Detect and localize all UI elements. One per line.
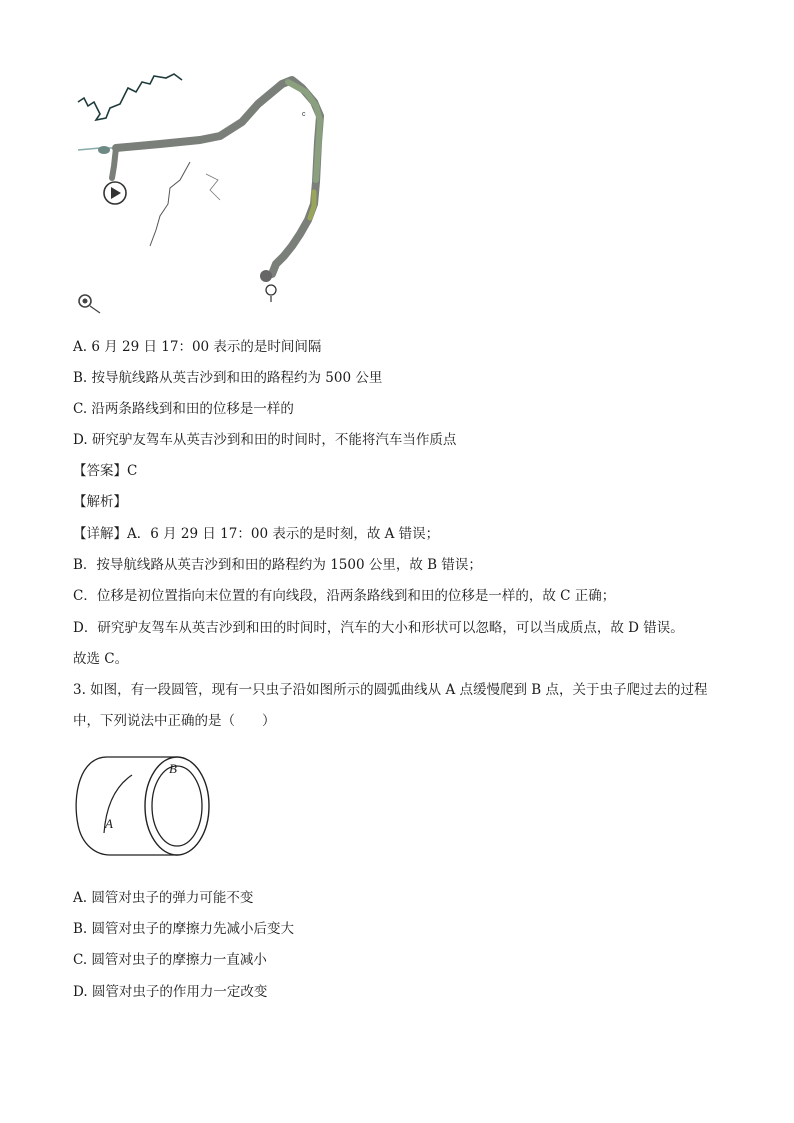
q3-stem-line-1: 3. 如图，有一段圆管，现有一只虫子沿如图所示的圆弧曲线从 A 点缓慢爬到 B 点，关于虫子爬过去的过程 — [73, 682, 708, 698]
explanation-line-2: B．按导航线路从英吉沙到和田的路程约为 1500 公里，故 B 错误； — [73, 557, 482, 573]
analysis-heading: 【解析】 — [73, 494, 127, 510]
explanation-line-5: 故选 C。 — [73, 651, 129, 667]
q3-stem-line-2: 中，下列说法中正确的是（ ） — [73, 713, 276, 729]
destination-blob — [260, 270, 272, 282]
map-label-c: c — [302, 111, 306, 118]
tube-figure — [70, 755, 215, 860]
explanation-line-4: D．研究驴友驾车从英吉沙到和田的时间时，汽车的大小和形状可以忽略，可以当成质点，故 D 错误。 — [73, 620, 684, 636]
q3-option-d: D. 圆管对虫子的作用力一定改变 — [73, 984, 268, 1000]
explanation-line-1: 【详解】A．6 月 29 日 17：00 表示的是时刻，故 A 错误； — [73, 526, 440, 542]
answer-line: 【答案】C — [73, 463, 138, 479]
q2-option-c: C. 沿两条路线到和田的位移是一样的 — [73, 401, 294, 417]
q2-option-a: A. 6 月 29 日 17：00 表示的是时间间隔 — [73, 339, 322, 355]
lake — [98, 146, 110, 154]
explanation-line-3: C．位移是初位置指向末位置的有向线段，沿两条路线到和田的位移是一样的，故 C 正确； — [73, 588, 616, 604]
start-branch — [112, 148, 116, 178]
q3-option-c: C. 圆管对虫子的摩擦力一直减小 — [73, 952, 267, 968]
q2-option-d: D. 研究驴友驾车从英吉沙到和田的时间时，不能将汽车当作质点 — [73, 432, 457, 448]
q3-option-b: B. 圆管对虫子的摩擦力先减小后变大 — [73, 921, 295, 937]
end-marker — [266, 285, 276, 295]
point-label-a: A — [105, 816, 113, 831]
tube-inner-rim — [152, 766, 202, 846]
river — [150, 162, 190, 246]
route-path — [116, 80, 320, 274]
route-map-figure — [70, 70, 340, 320]
q2-option-b: B. 按导航线路从英吉沙到和田的路程约为 500 公里 — [73, 370, 383, 386]
river-2 — [206, 174, 220, 200]
q3-option-a: A. 圆管对虫子的弹力可能不变 — [73, 890, 254, 906]
point-label-b: B — [169, 761, 177, 776]
coastline — [78, 74, 182, 120]
